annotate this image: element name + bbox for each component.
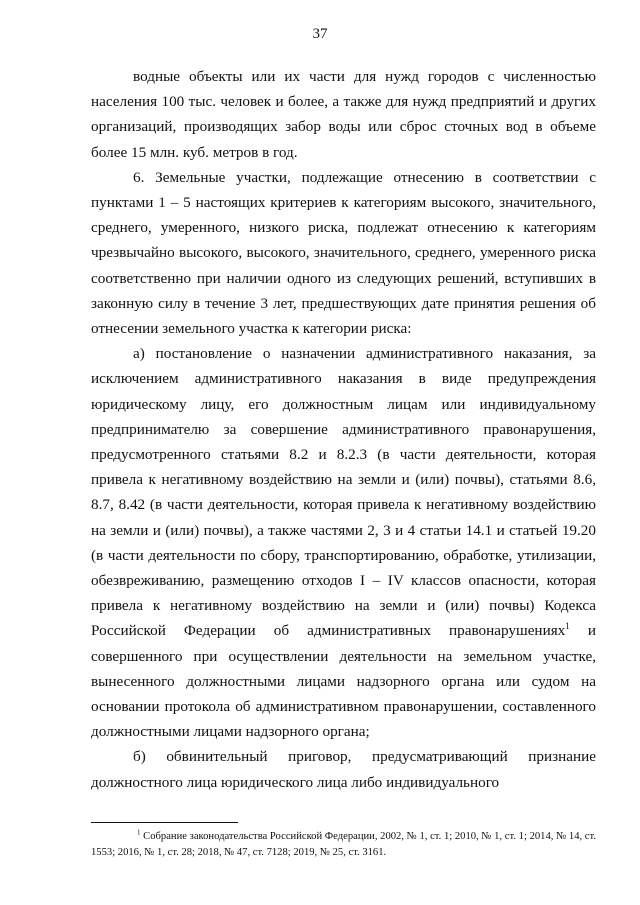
- document-body: [91, 64, 596, 795]
- paragraph-land-plots-risk: 6. Земельные участки, подлежащие отнесению в соответствии с пунктами 1 – 5 настоящих критериев к категориям высокого, значительного, среднего, умеренного, низкого риска, подлежат отнесению к категориям чрезвычайно высокого, высокого, значительного, среднего, умеренного риска соответственно при наличии одного из следующих решений, вступивших в законную силу в течение 3 лет, предшествующих дате принятия решения об отнесении земельного участка к категории риска:: [91, 168, 596, 338]
- footnote-reference: 1: [565, 621, 570, 632]
- paragraph-water-objects: водные объекты или их части для нужд городов с численностью населения 100 тыс. человек и более, а также для нужд предприятий и других организаций, производящих забор воды или сброс сточных вод в объеме более 15 млн. куб. метров в год.: [91, 68, 596, 161]
- footnote: [91, 829, 596, 861]
- footnote-divider: [91, 822, 238, 823]
- paragraph-verdict-b: б) обвинительный приговор, предусматривающий признание должностного лица юридического лица либо индивидуального: [91, 748, 596, 791]
- footnote-marker: 1: [137, 828, 141, 837]
- paragraph-resolution-a: [91, 341, 596, 744]
- paragraph-a-text-before: а) постановление о назначении административного наказания, за исключением административного наказания в виде предупреждения юридическому лицу, его должностным лицам или индивидуальному предпринимателю за совершение административного правонарушения, предусмотренного статьями 8.2 и 8.2.3 (в части деятельности, которая привела к негативному воздействию на земли и (или) почвы), статьями 8.6, 8.7, 8.42 (в части деятельности, которая привела к негативному воздействию на земли и (или) почвы), а также частями 2, 3 и 4 статьи 14.1 и статьей 19.20 (в части деятельности по сбору, транспортированию, обработке, утилизации, обезвреживанию, размещению отходов I – IV классов опасности, которая привела к негативному воздействию на земли и (или) почвы) Кодекса Российской Федерации об административных правонарушениях: [91, 345, 596, 640]
- paragraph-a-text-after: и совершенного при осуществлении деятельности на земельном участке, вынесенного должностными лицами надзорного органа или судом на основании протокола об административном правонарушении, составленного должностными лицами надзорного органа;: [91, 622, 596, 741]
- footnote-text: Собрание законодательства Российской Федерации, 2002, № 1, ст. 1; 2010, № 1, ст. 1; 2014, № 14, ст. 1553; 2016, № 1, ст. 28; 2018, № 47, ст. 7128; 2019, № 25, ст. 3161.: [91, 831, 596, 858]
- page-number: 37: [312, 26, 328, 42]
